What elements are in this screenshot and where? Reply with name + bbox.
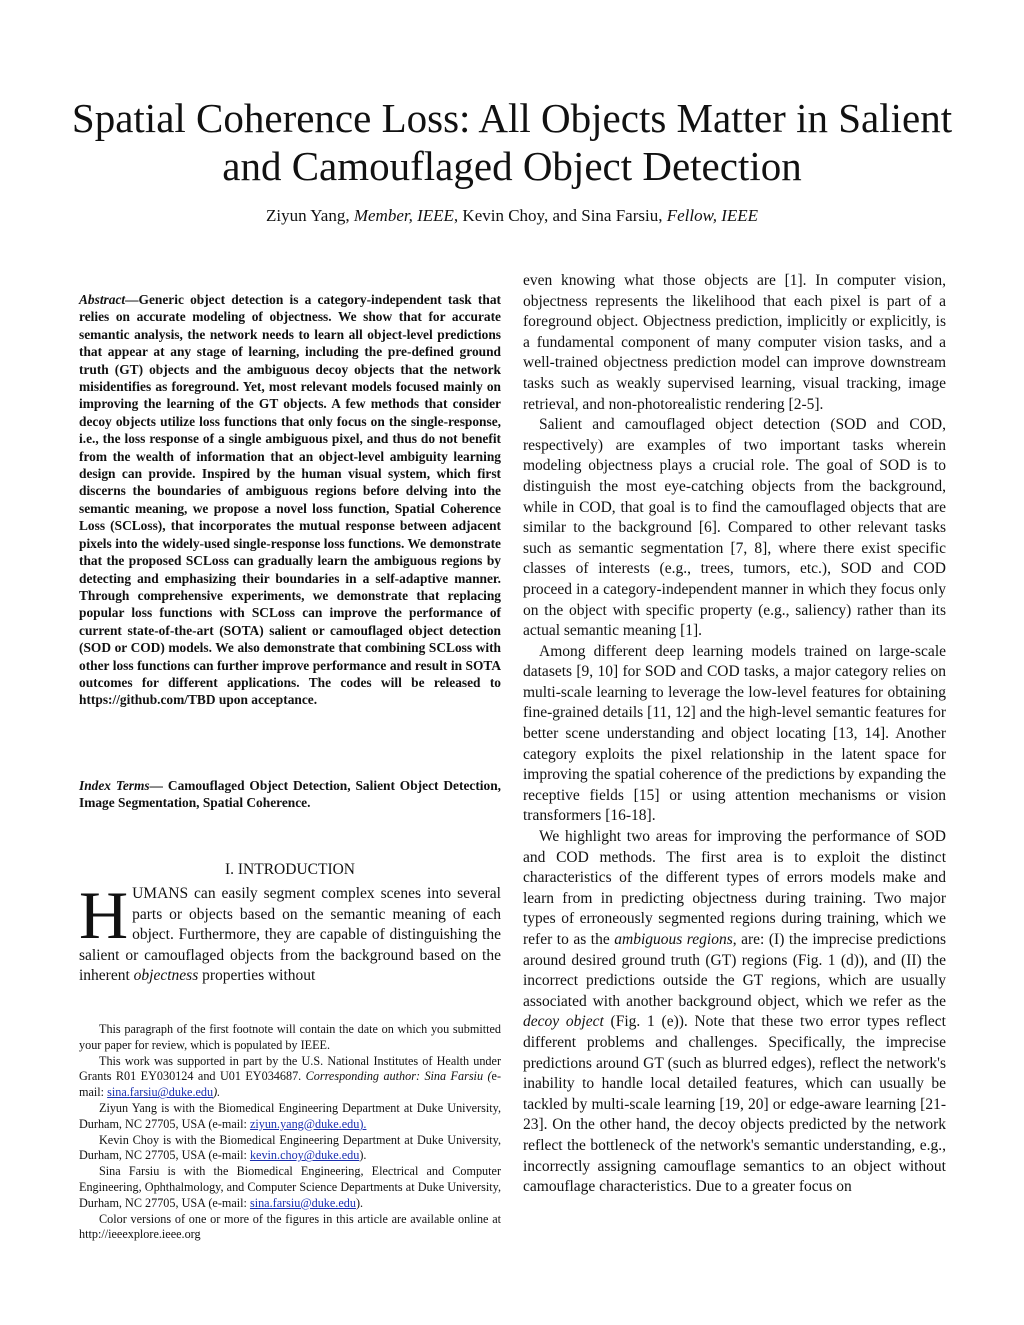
- footnotes: [79, 1022, 501, 1243]
- author-2-3: , Kevin Choy, and Sina Farsiu,: [453, 206, 663, 225]
- intro-paragraph: [79, 877, 501, 987]
- footnote-5-end: ).: [355, 1195, 364, 1210]
- footnote-2-mid: e-mail:: [79, 1069, 501, 1100]
- footnote-4: [79, 1133, 501, 1165]
- intro-text-start: UMANS can easily segment complex scenes into several parts or objects based on the semantic meaning of each object. Furthermore, they are capable of distinguishing the salient or camouflaged objects from the background based on the inherent: [79, 885, 501, 984]
- footnote-2-email-link[interactable]: sina.farsiu@duke.edu: [107, 1085, 214, 1100]
- highlight-text-b: , are: (I) the imprecise predictions around desired ground truth (GT) regions (Fig. 1 (d)), and (II) the incorrect predictions outside the GT regions, which are usually associated with another background object, which we refer as the: [523, 931, 946, 1010]
- author-line: [60, 205, 964, 227]
- right-column: [523, 271, 946, 1198]
- footnote-5-text: Sina Farsiu is with the Biomedical Engineering, Electrical and Computer Engineering, Ophthalmology, and Computer Science Departments at Duke University, Durham, NC 27705, USA (e-mail:: [79, 1164, 501, 1210]
- footnote-3-text: Ziyun Yang is with the Biomedical Engineering Department at Duke University, Durham, NC 27705, USA (e-mail:: [79, 1100, 501, 1131]
- footnote-5-email-link[interactable]: sina.farsiu@duke.edu: [249, 1195, 356, 1210]
- abstract-label: Abstract: [79, 292, 126, 307]
- index-terms-dash: —: [149, 778, 164, 793]
- paragraph-models: Among different deep learning models trained on large-scale datasets [9, 10] for SOD and COD tasks, a major category relies on multi-scale learning to leverage the low-level features for obtaining fine-grained details [11, 12] and the high-level semantic features for better scene understanding and object locating [13, 14]. Another category exploits the pixel relationship in the latent space for improving the spatial coherence of the predictions by expanding the receptive fields [15] or using attention mechanisms or vision transformers [16-18].: [523, 642, 946, 825]
- index-terms-text: Camouflaged Object Detection, Salient Object Detection, Image Segmentation, Spatial Coherence.: [79, 778, 501, 811]
- author-1-role: Member, IEEE: [353, 206, 454, 225]
- footnote-2-end: ).: [213, 1085, 221, 1100]
- abstract-text: Generic object detection is a category-independent task that relies on accurate modeling of objectness. We show that for accurate semantic analysis, the network needs to learn all object-level predictions that appear at any stage of learning, including the pre-defined ground truth (GT) objects and the ambiguous decoy objects that the network misidentifies as foreground. Yet, most relevant models focused mainly on improving the learning of the GT objects. A few methods that consider decoy objects utilize loss functions that only focus on the single-response, i.e., the loss response of a single ambiguous pixel, and thus do not benefit from the wealth of information that an object-level ambiguity learning design can provide. Inspired by the human visual system, which first discerns the boundaries of ambiguous regions before delving into the semantic meaning, we propose a novel loss function, Spatial Coherence Loss (SCLoss), that incorporates the mutual response between adjacent pixels into the widely-used single-response loss functions. We demonstrate that the proposed SCLoss can gradually learn the ambiguous regions by detecting and emphasizing their boundaries in a self-adaptive manner. Through comprehensive experiments, we demonstrate that replacing popular loss functions with SCLoss can improve the performance of current state-of-the-art (SOTA) salient or camouflaged object detection (SOD or COD) models. We also demonstrate that combining SCLoss with other loss functions can further improve performance and result in SOTA outcomes for different applications. The codes will be released to https://github.com/TBD upon acceptance.: [79, 292, 501, 708]
- paper-title: Spatial Coherence Loss: All Objects Matter in Salient and Camouflaged Object Detection: [71, 95, 953, 189]
- intro-text-end: properties without: [198, 967, 316, 984]
- highlight-text-a: We highlight two areas for improving the performance of SOD and COD methods. The first area is to exploit the distinct characteristics of the different types of errors models make and learn from in predicting objectness during training. Two major types of erroneously segmented regions during training, which we refer to as the: [523, 828, 946, 948]
- paragraph-continued: even knowing what those objects are [1]. In computer vision, objectness represents the likelihood that each pixel is part of a foreground object. Objectness prediction, implicitly or explicitly, is a fundamental component of many computer vision tasks, and a well-trained objectness prediction model can improve downstream tasks such as weakly supervised learning, visual tracking, image retrieval, and non-photorealistic rendering [2-5].: [523, 272, 946, 413]
- intro-italic: objectness: [133, 967, 199, 984]
- highlight-italic-2: decoy object: [523, 1013, 604, 1031]
- footnote-5: [79, 1164, 501, 1211]
- footnote-2: [79, 1054, 501, 1101]
- footnote-3-email-link[interactable]: ziyun.yang@duke.edu).: [249, 1116, 367, 1131]
- author-1: Ziyun Yang,: [265, 206, 350, 225]
- section-heading: I. INTRODUCTION: [224, 861, 355, 878]
- abstract: [79, 291, 501, 709]
- index-terms: [79, 777, 501, 812]
- footnote-2-text: This work was supported in part by the U.S. National Institutes of Health under Grants R01 EY030124 and U01 EY034687.: [79, 1053, 501, 1084]
- drop-cap: H: [79, 877, 129, 953]
- footnote-4-end: ).: [359, 1148, 367, 1163]
- footnote-4-email-link[interactable]: kevin.choy@duke.edu: [249, 1148, 360, 1163]
- footnote-6: Color versions of one or more of the figures in this article are available online at http://ieeexplore.ieee.org: [79, 1211, 501, 1242]
- footnote-4-text: Kevin Choy is with the Biomedical Engineering Department at Duke University, Durham, NC 27705, USA (e-mail:: [79, 1132, 501, 1163]
- paragraph-highlight: [523, 827, 946, 1198]
- footnote-3: [79, 1101, 501, 1133]
- abstract-dash: —: [125, 292, 139, 307]
- footnote-2-italic: Corresponding author: Sina Farsiu (: [305, 1069, 492, 1084]
- highlight-italic-1: ambiguous regions: [614, 931, 733, 948]
- author-3-role: Fellow, IEEE: [666, 206, 759, 225]
- highlight-text-c: (Fig. 1 (e)). Note that these two error types reflect different problems and challenges. Specifically, the imprecise predictions around GT (such as blurred edges), reflect the network's inability to handle local detailed features, which can usually be tackled by multi-scale learning [19, 20] or edge-aware learning [21-23]. On the other hand, the decoy objects predicted by the network reflect the bottleneck of the network's semantic understanding, e.g., incorrectly assigning camouflage semantics to an object without camouflage characteristics. Due to a greater focus on: [523, 1013, 946, 1196]
- paragraph-sod-cod: Salient and camouflaged object detection (SOD and COD, respectively) are examples of two important tasks wherein modeling objectness plays a crucial role. The goal of SOD is to distinguish the most eye-catching objects from the background, while in COD, that goal is to find the camouflaged objects that are similar to the background [6]. Compared to other relevant tasks such as semantic segmentation [7, 8], where there exist specific classes of interests (e.g., trees, tumors, etc.), SOD and COD proceed in a category-independent manner in which they focus only on the object with specific property (e.g., saliency) rather than its actual semantic meaning [1].: [523, 416, 946, 640]
- index-terms-label: Index Terms: [79, 778, 150, 793]
- footnote-1: This paragraph of the first footnote will contain the date on which you submitted your paper for review, which is populated by IEEE.: [79, 1022, 501, 1052]
